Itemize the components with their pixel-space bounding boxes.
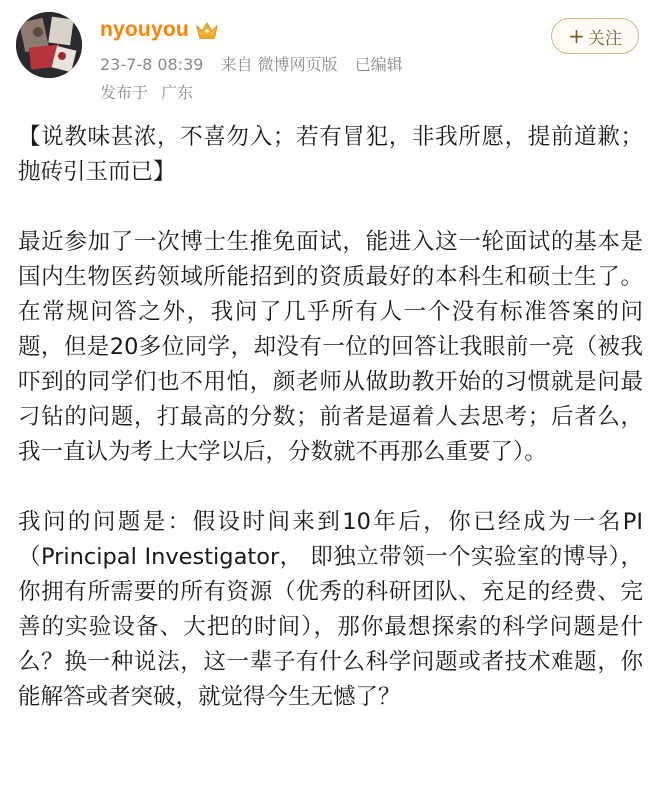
post-date: 23-7-8 08:39 <box>100 55 204 74</box>
username[interactable]: nyouyou <box>100 18 189 41</box>
post-meta <box>100 52 403 75</box>
post-header <box>0 0 659 110</box>
post-paragraph-1: 【说教味甚浓，不喜勿入；若有冒犯，非我所愿，提前道歉；抛砖引玉而已】 <box>18 124 643 185</box>
post-content <box>18 120 643 715</box>
location-place: 广东 <box>161 83 194 102</box>
post-location <box>100 80 193 103</box>
username-row <box>100 14 219 46</box>
post-source: 来自 微博网页版 <box>220 55 338 74</box>
post-paragraph-3: 我问的问题是：假设时间来到10年后，你已经成为一名PI（Principal Investigator， 即独立带领一个实验室的博导），你拥有所需要的所有资源（优秀的科研团队、充足的经费、完善的实验设备、大把的时间），那你最想探索的科学问题是什么？换一种说法，这一辈子有什么科学问题或者技术难题，你能解答或者突破，就觉得今生无憾了？ <box>18 509 643 710</box>
follow-button[interactable] <box>551 18 639 54</box>
plus-icon: + <box>568 24 585 48</box>
avatar-image <box>16 12 82 78</box>
edited-label[interactable]: 已编辑 <box>354 55 403 74</box>
post-paragraph-2: 最近参加了一次博士生推免面试，能进入这一轮面试的基本是国内生物医药领域所能招到的资质最好的本科生和硕士生了。在常规问答之外，我问了几乎所有人一个没有标准答案的问题，但是20多位同学，却没有一位的回答让我眼前一亮（被我吓到的同学们也不用怕，颜老师从做助教开始的习惯就是问最刁钻的问题，打最高的分数；前者是逼着人去思考；后者么，我一直认为考上大学以后，分数就不再那么重要了）。 <box>18 229 643 465</box>
crown-icon <box>195 20 219 40</box>
follow-button-label: 关注 <box>587 28 622 49</box>
avatar[interactable] <box>16 12 82 78</box>
location-prefix: 发布于 <box>100 83 149 102</box>
